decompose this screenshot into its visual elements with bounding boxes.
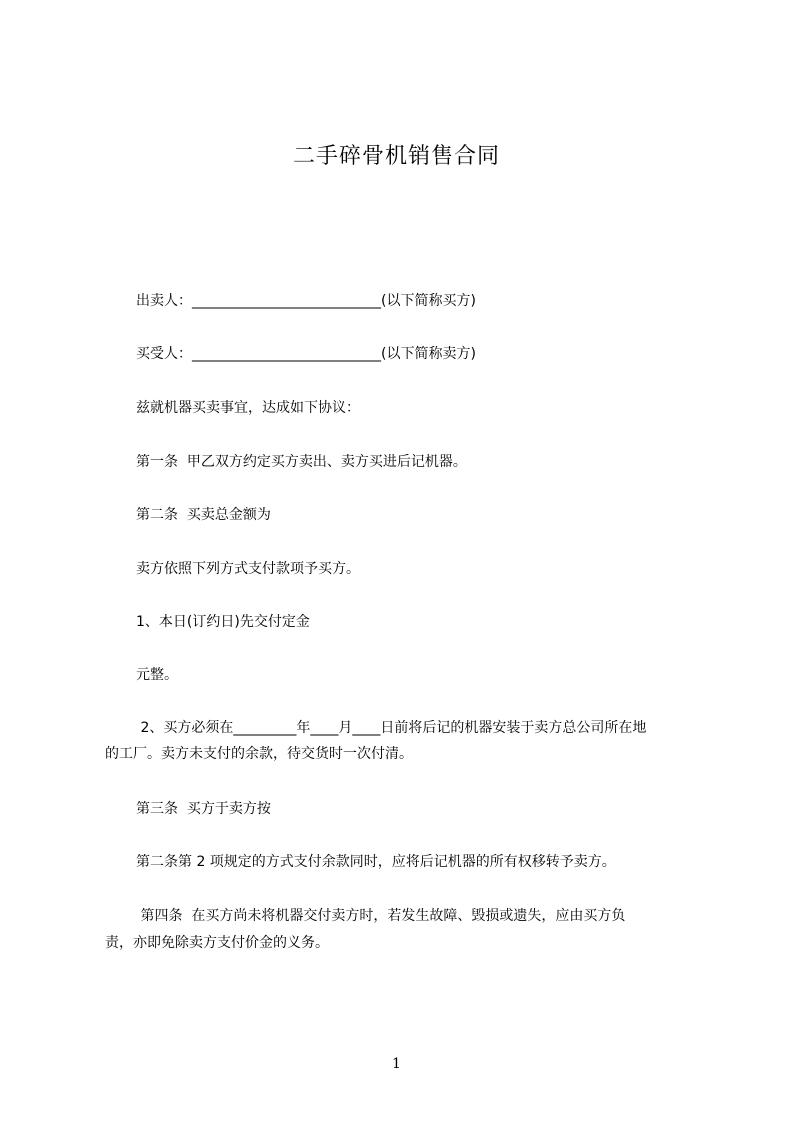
article-4-line-2: 责，亦即免除卖方支付价金的义务。 bbox=[105, 935, 329, 951]
article-1: 第一条 甲乙双方约定买方卖出、卖方买进后记机器。 bbox=[136, 454, 467, 470]
article-3-body: 第二条第 2 项规定的方式支付余款同时，应将后记机器的所有权移转予卖方。 bbox=[136, 854, 616, 870]
preamble-line: 兹就机器买卖事宜，达成如下协议： bbox=[136, 400, 360, 416]
deposit-line: 1、本日(订约日)先交付定金 bbox=[136, 614, 310, 630]
amount-line: 元整。 bbox=[136, 667, 178, 683]
payment-method-line: 卖方依照下列方式支付款项予买方。 bbox=[136, 561, 360, 577]
article-4-line-1: 第四条 在买方尚未将机器交付卖方时，若发生故障、毁损或遗失，应由买方负 bbox=[136, 908, 626, 924]
delivery-line-2: 的工厂。卖方未支付的余款，待交货时一次付清。 bbox=[105, 746, 413, 762]
article-2-heading: 第二条 买卖总金额为 bbox=[136, 507, 271, 523]
article-3-heading: 第三条 买方于卖方按 bbox=[136, 801, 271, 817]
page-number: 1 bbox=[392, 1056, 401, 1072]
delivery-line-1: 2、买方必须在_________年____月____日前将后记的机器安装于卖方总公司所在地 bbox=[136, 720, 647, 736]
seller-line: 出卖人：___________________________(以下简称买方) bbox=[136, 293, 476, 309]
buyer-line: 买受人：___________________________(以下简称卖方) bbox=[136, 346, 476, 362]
document-title: 二手碎骨机销售合同 bbox=[292, 144, 500, 169]
